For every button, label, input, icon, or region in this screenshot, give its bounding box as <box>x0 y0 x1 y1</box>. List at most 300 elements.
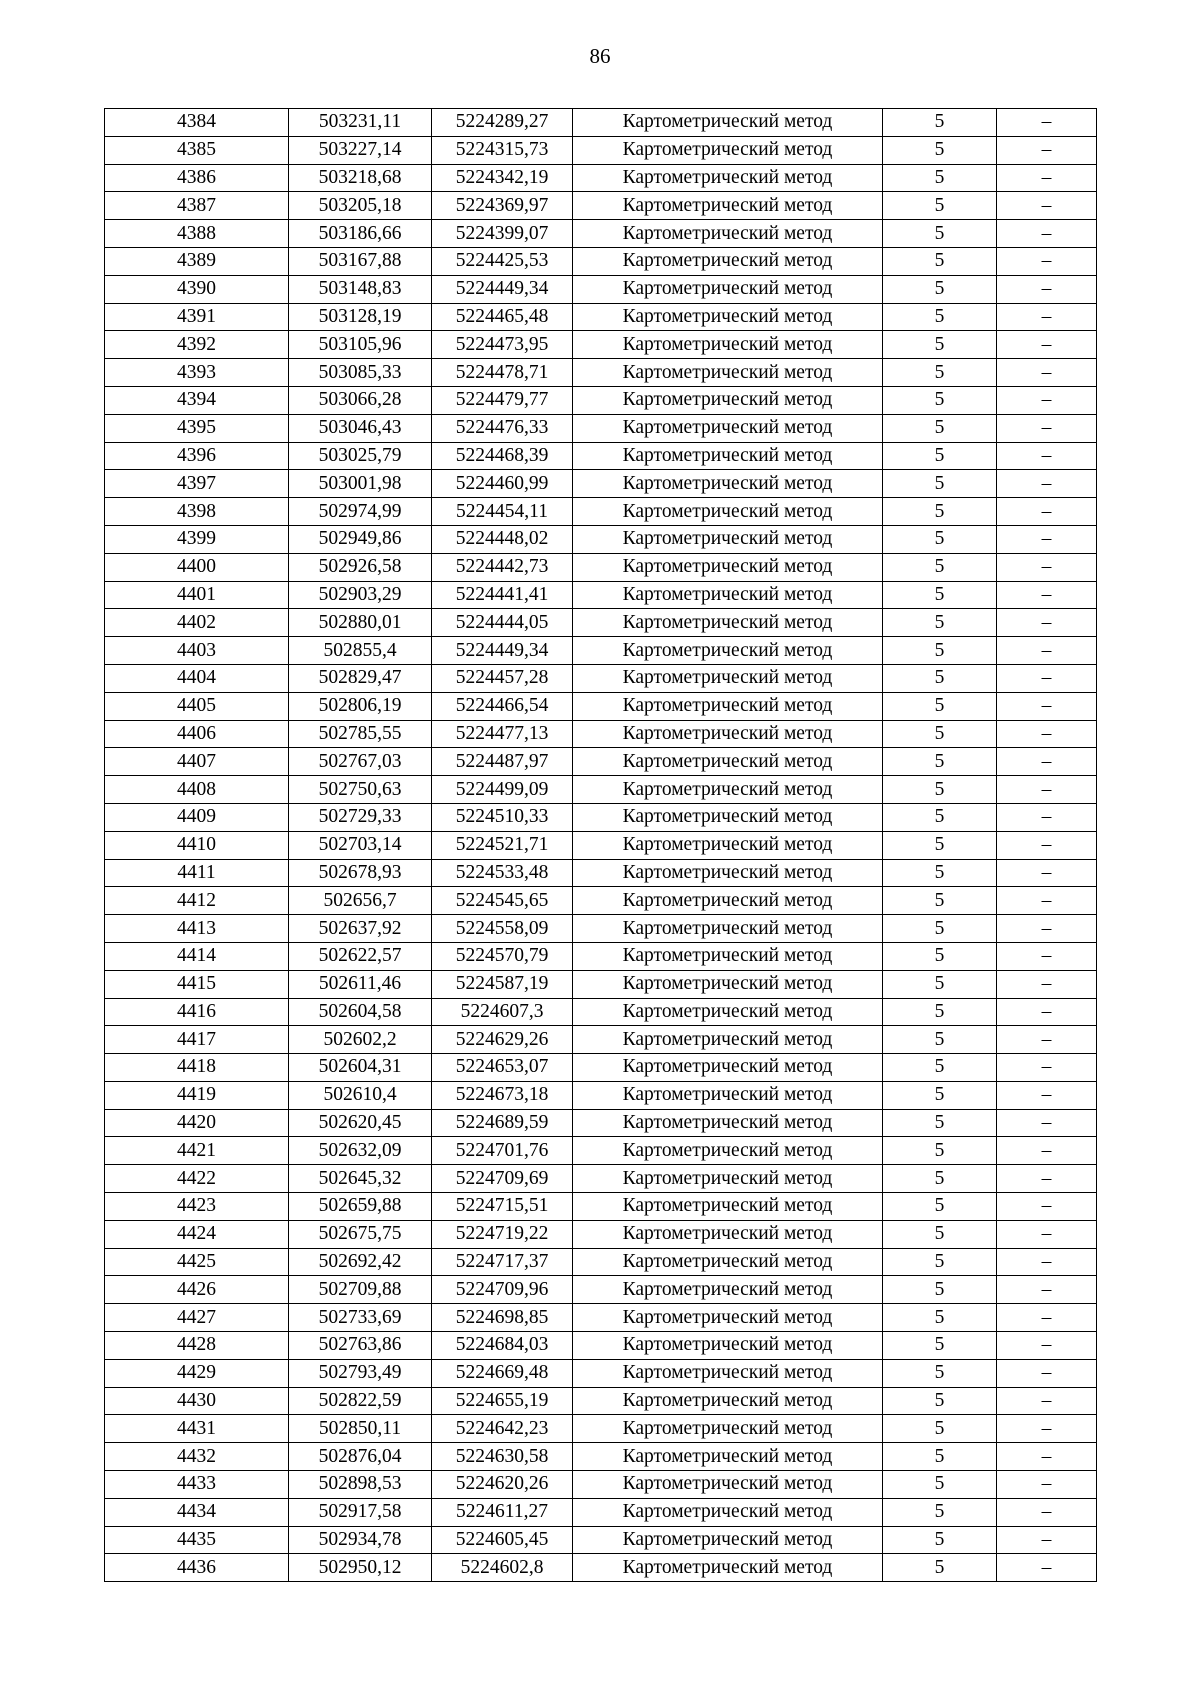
point-number-cell: 4433 <box>105 1471 289 1499</box>
accuracy-cell: 5 <box>883 831 997 859</box>
y-coordinate-cell: 5224465,48 <box>432 303 573 331</box>
accuracy-cell: 5 <box>883 386 997 414</box>
accuracy-cell: 5 <box>883 1387 997 1415</box>
point-number-cell: 4417 <box>105 1026 289 1054</box>
table-row <box>105 664 1097 692</box>
description-cell: – <box>997 470 1097 498</box>
method-cell: Картометрический метод <box>573 192 883 220</box>
x-coordinate-cell: 502729,33 <box>289 803 432 831</box>
table-row <box>105 637 1097 665</box>
method-cell: Картометрический метод <box>573 1387 883 1415</box>
table-row <box>105 109 1097 137</box>
accuracy-cell: 5 <box>883 1165 997 1193</box>
table-row <box>105 692 1097 720</box>
y-coordinate-cell: 5224655,19 <box>432 1387 573 1415</box>
accuracy-cell: 5 <box>883 915 997 943</box>
description-cell: – <box>997 1276 1097 1304</box>
method-cell: Картометрический метод <box>573 1554 883 1582</box>
x-coordinate-cell: 502903,29 <box>289 581 432 609</box>
description-cell: – <box>997 1443 1097 1471</box>
y-coordinate-cell: 5224629,26 <box>432 1026 573 1054</box>
method-cell: Картометрический метод <box>573 414 883 442</box>
method-cell: Картометрический метод <box>573 470 883 498</box>
accuracy-cell: 5 <box>883 776 997 804</box>
y-coordinate-cell: 5224425,53 <box>432 247 573 275</box>
table-row <box>105 1526 1097 1554</box>
accuracy-cell: 5 <box>883 498 997 526</box>
accuracy-cell: 5 <box>883 1415 997 1443</box>
point-number-cell: 4419 <box>105 1081 289 1109</box>
y-coordinate-cell: 5224701,76 <box>432 1137 573 1165</box>
x-coordinate-cell: 502850,11 <box>289 1415 432 1443</box>
point-number-cell: 4395 <box>105 414 289 442</box>
x-coordinate-cell: 502637,92 <box>289 915 432 943</box>
method-cell: Картометрический метод <box>573 442 883 470</box>
x-coordinate-cell: 502949,86 <box>289 525 432 553</box>
table-row <box>105 1471 1097 1499</box>
method-cell: Картометрический метод <box>573 609 883 637</box>
point-number-cell: 4428 <box>105 1332 289 1360</box>
y-coordinate-cell: 5224545,65 <box>432 887 573 915</box>
description-cell: – <box>997 247 1097 275</box>
accuracy-cell: 5 <box>883 303 997 331</box>
x-coordinate-cell: 503231,11 <box>289 109 432 137</box>
point-number-cell: 4402 <box>105 609 289 637</box>
accuracy-cell: 5 <box>883 192 997 220</box>
method-cell: Картометрический метод <box>573 1137 883 1165</box>
table-row <box>105 1137 1097 1165</box>
x-coordinate-cell: 502880,01 <box>289 609 432 637</box>
y-coordinate-cell: 5224448,02 <box>432 525 573 553</box>
point-number-cell: 4413 <box>105 915 289 943</box>
point-number-cell: 4427 <box>105 1304 289 1332</box>
table-row <box>105 970 1097 998</box>
method-cell: Картометрический метод <box>573 1304 883 1332</box>
y-coordinate-cell: 5224630,58 <box>432 1443 573 1471</box>
description-cell: – <box>997 553 1097 581</box>
accuracy-cell: 5 <box>883 637 997 665</box>
table-row <box>105 1387 1097 1415</box>
accuracy-cell: 5 <box>883 470 997 498</box>
y-coordinate-cell: 5224709,69 <box>432 1165 573 1193</box>
method-cell: Картометрический метод <box>573 1332 883 1360</box>
y-coordinate-cell: 5224611,27 <box>432 1498 573 1526</box>
point-number-cell: 4431 <box>105 1415 289 1443</box>
point-number-cell: 4421 <box>105 1137 289 1165</box>
x-coordinate-cell: 502767,03 <box>289 748 432 776</box>
x-coordinate-cell: 502611,46 <box>289 970 432 998</box>
x-coordinate-cell: 503046,43 <box>289 414 432 442</box>
method-cell: Картометрический метод <box>573 109 883 137</box>
description-cell: – <box>997 692 1097 720</box>
description-cell: – <box>997 331 1097 359</box>
y-coordinate-cell: 5224466,54 <box>432 692 573 720</box>
x-coordinate-cell: 502750,63 <box>289 776 432 804</box>
method-cell: Картометрический метод <box>573 303 883 331</box>
description-cell: – <box>997 1193 1097 1221</box>
x-coordinate-cell: 502620,45 <box>289 1109 432 1137</box>
x-coordinate-cell: 502709,88 <box>289 1276 432 1304</box>
accuracy-cell: 5 <box>883 275 997 303</box>
y-coordinate-cell: 5224478,71 <box>432 359 573 387</box>
accuracy-cell: 5 <box>883 664 997 692</box>
method-cell: Картометрический метод <box>573 581 883 609</box>
table-row <box>105 247 1097 275</box>
y-coordinate-cell: 5224468,39 <box>432 442 573 470</box>
y-coordinate-cell: 5224698,85 <box>432 1304 573 1332</box>
point-number-cell: 4384 <box>105 109 289 137</box>
y-coordinate-cell: 5224399,07 <box>432 220 573 248</box>
method-cell: Картометрический метод <box>573 1276 883 1304</box>
description-cell: – <box>997 1498 1097 1526</box>
x-coordinate-cell: 502622,57 <box>289 942 432 970</box>
table-row <box>105 164 1097 192</box>
table-row <box>105 1554 1097 1582</box>
table-row <box>105 442 1097 470</box>
method-cell: Картометрический метод <box>573 1359 883 1387</box>
method-cell: Картометрический метод <box>573 220 883 248</box>
y-coordinate-cell: 5224673,18 <box>432 1081 573 1109</box>
y-coordinate-cell: 5224689,59 <box>432 1109 573 1137</box>
description-cell: – <box>997 1304 1097 1332</box>
description-cell: – <box>997 1359 1097 1387</box>
accuracy-cell: 5 <box>883 887 997 915</box>
description-cell: – <box>997 359 1097 387</box>
table-row <box>105 831 1097 859</box>
method-cell: Картометрический метод <box>573 1526 883 1554</box>
accuracy-cell: 5 <box>883 970 997 998</box>
point-number-cell: 4400 <box>105 553 289 581</box>
x-coordinate-cell: 502974,99 <box>289 498 432 526</box>
accuracy-cell: 5 <box>883 220 997 248</box>
method-cell: Картометрический метод <box>573 664 883 692</box>
table-row <box>105 859 1097 887</box>
y-coordinate-cell: 5224717,37 <box>432 1248 573 1276</box>
table-row <box>105 1220 1097 1248</box>
x-coordinate-cell: 502610,4 <box>289 1081 432 1109</box>
y-coordinate-cell: 5224587,19 <box>432 970 573 998</box>
point-number-cell: 4430 <box>105 1387 289 1415</box>
table-row <box>105 1304 1097 1332</box>
x-coordinate-cell: 503085,33 <box>289 359 432 387</box>
y-coordinate-cell: 5224669,48 <box>432 1359 573 1387</box>
description-cell: – <box>997 1109 1097 1137</box>
table-row <box>105 1359 1097 1387</box>
description-cell: – <box>997 803 1097 831</box>
y-coordinate-cell: 5224442,73 <box>432 553 573 581</box>
table-row <box>105 220 1097 248</box>
point-number-cell: 4423 <box>105 1193 289 1221</box>
table-row <box>105 581 1097 609</box>
method-cell: Картометрический метод <box>573 1165 883 1193</box>
point-number-cell: 4435 <box>105 1526 289 1554</box>
accuracy-cell: 5 <box>883 581 997 609</box>
description-cell: – <box>997 720 1097 748</box>
x-coordinate-cell: 503167,88 <box>289 247 432 275</box>
table-row <box>105 414 1097 442</box>
point-number-cell: 4406 <box>105 720 289 748</box>
x-coordinate-cell: 502898,53 <box>289 1471 432 1499</box>
y-coordinate-cell: 5224487,97 <box>432 748 573 776</box>
point-number-cell: 4408 <box>105 776 289 804</box>
point-number-cell: 4389 <box>105 247 289 275</box>
accuracy-cell: 5 <box>883 720 997 748</box>
table-row <box>105 553 1097 581</box>
description-cell: – <box>997 1332 1097 1360</box>
x-coordinate-cell: 502632,09 <box>289 1137 432 1165</box>
description-cell: – <box>997 859 1097 887</box>
method-cell: Картометрический метод <box>573 331 883 359</box>
accuracy-cell: 5 <box>883 1220 997 1248</box>
point-number-cell: 4429 <box>105 1359 289 1387</box>
description-cell: – <box>997 525 1097 553</box>
accuracy-cell: 5 <box>883 748 997 776</box>
table-row <box>105 303 1097 331</box>
description-cell: – <box>997 1137 1097 1165</box>
description-cell: – <box>997 386 1097 414</box>
coordinates-table <box>104 108 1097 1582</box>
y-coordinate-cell: 5224533,48 <box>432 859 573 887</box>
accuracy-cell: 5 <box>883 1026 997 1054</box>
table-row <box>105 1026 1097 1054</box>
description-cell: – <box>997 498 1097 526</box>
x-coordinate-cell: 502763,86 <box>289 1332 432 1360</box>
x-coordinate-cell: 503205,18 <box>289 192 432 220</box>
table-row <box>105 998 1097 1026</box>
table-row <box>105 776 1097 804</box>
accuracy-cell: 5 <box>883 414 997 442</box>
accuracy-cell: 5 <box>883 1526 997 1554</box>
x-coordinate-cell: 502675,75 <box>289 1220 432 1248</box>
description-cell: – <box>997 1081 1097 1109</box>
y-coordinate-cell: 5224510,33 <box>432 803 573 831</box>
accuracy-cell: 5 <box>883 1471 997 1499</box>
point-number-cell: 4397 <box>105 470 289 498</box>
method-cell: Картометрический метод <box>573 692 883 720</box>
x-coordinate-cell: 502926,58 <box>289 553 432 581</box>
y-coordinate-cell: 5224441,41 <box>432 581 573 609</box>
method-cell: Картометрический метод <box>573 1220 883 1248</box>
table-row <box>105 470 1097 498</box>
x-coordinate-cell: 502855,4 <box>289 637 432 665</box>
table-row <box>105 1054 1097 1082</box>
accuracy-cell: 5 <box>883 331 997 359</box>
y-coordinate-cell: 5224444,05 <box>432 609 573 637</box>
table-row <box>105 525 1097 553</box>
x-coordinate-cell: 502602,2 <box>289 1026 432 1054</box>
method-cell: Картометрический метод <box>573 1471 883 1499</box>
description-cell: – <box>997 1554 1097 1582</box>
table-row <box>105 359 1097 387</box>
accuracy-cell: 5 <box>883 1554 997 1582</box>
accuracy-cell: 5 <box>883 1081 997 1109</box>
point-number-cell: 4398 <box>105 498 289 526</box>
point-number-cell: 4392 <box>105 331 289 359</box>
description-cell: – <box>997 164 1097 192</box>
table-row <box>105 498 1097 526</box>
y-coordinate-cell: 5224315,73 <box>432 136 573 164</box>
method-cell: Картометрический метод <box>573 998 883 1026</box>
description-cell: – <box>997 831 1097 859</box>
description-cell: – <box>997 1526 1097 1554</box>
point-number-cell: 4418 <box>105 1054 289 1082</box>
y-coordinate-cell: 5224719,22 <box>432 1220 573 1248</box>
table-row <box>105 1443 1097 1471</box>
point-number-cell: 4415 <box>105 970 289 998</box>
description-cell: – <box>997 581 1097 609</box>
description-cell: – <box>997 776 1097 804</box>
description-cell: – <box>997 1387 1097 1415</box>
point-number-cell: 4432 <box>105 1443 289 1471</box>
y-coordinate-cell: 5224684,03 <box>432 1332 573 1360</box>
table-row <box>105 1165 1097 1193</box>
y-coordinate-cell: 5224709,96 <box>432 1276 573 1304</box>
point-number-cell: 4390 <box>105 275 289 303</box>
point-number-cell: 4388 <box>105 220 289 248</box>
x-coordinate-cell: 502678,93 <box>289 859 432 887</box>
description-cell: – <box>997 136 1097 164</box>
x-coordinate-cell: 503227,14 <box>289 136 432 164</box>
x-coordinate-cell: 503148,83 <box>289 275 432 303</box>
y-coordinate-cell: 5224521,71 <box>432 831 573 859</box>
point-number-cell: 4414 <box>105 942 289 970</box>
y-coordinate-cell: 5224369,97 <box>432 192 573 220</box>
point-number-cell: 4416 <box>105 998 289 1026</box>
description-cell: – <box>997 442 1097 470</box>
x-coordinate-cell: 502604,31 <box>289 1054 432 1082</box>
method-cell: Картометрический метод <box>573 359 883 387</box>
x-coordinate-cell: 502703,14 <box>289 831 432 859</box>
method-cell: Картометрический метод <box>573 136 883 164</box>
x-coordinate-cell: 503001,98 <box>289 470 432 498</box>
accuracy-cell: 5 <box>883 1109 997 1137</box>
accuracy-cell: 5 <box>883 1304 997 1332</box>
method-cell: Картометрический метод <box>573 164 883 192</box>
description-cell: – <box>997 970 1097 998</box>
point-number-cell: 4399 <box>105 525 289 553</box>
page-number: 86 <box>589 44 611 68</box>
y-coordinate-cell: 5224570,79 <box>432 942 573 970</box>
accuracy-cell: 5 <box>883 942 997 970</box>
table-row <box>105 1415 1097 1443</box>
accuracy-cell: 5 <box>883 136 997 164</box>
accuracy-cell: 5 <box>883 1137 997 1165</box>
method-cell: Картометрический метод <box>573 776 883 804</box>
table-row <box>105 1193 1097 1221</box>
description-cell: – <box>997 1165 1097 1193</box>
method-cell: Картометрический метод <box>573 637 883 665</box>
description-cell: – <box>997 414 1097 442</box>
method-cell: Картометрический метод <box>573 720 883 748</box>
point-number-cell: 4407 <box>105 748 289 776</box>
accuracy-cell: 5 <box>883 553 997 581</box>
y-coordinate-cell: 5224289,27 <box>432 109 573 137</box>
accuracy-cell: 5 <box>883 609 997 637</box>
table-row <box>105 1109 1097 1137</box>
accuracy-cell: 5 <box>883 164 997 192</box>
description-cell: – <box>997 1471 1097 1499</box>
description-cell: – <box>997 109 1097 137</box>
x-coordinate-cell: 502829,47 <box>289 664 432 692</box>
point-number-cell: 4410 <box>105 831 289 859</box>
method-cell: Картометрический метод <box>573 525 883 553</box>
y-coordinate-cell: 5224605,45 <box>432 1526 573 1554</box>
method-cell: Картометрический метод <box>573 803 883 831</box>
table-row <box>105 887 1097 915</box>
point-number-cell: 4404 <box>105 664 289 692</box>
description-cell: – <box>997 887 1097 915</box>
method-cell: Картометрический метод <box>573 887 883 915</box>
method-cell: Картометрический метод <box>573 1054 883 1082</box>
y-coordinate-cell: 5224449,34 <box>432 637 573 665</box>
method-cell: Картометрический метод <box>573 1193 883 1221</box>
point-number-cell: 4425 <box>105 1248 289 1276</box>
description-cell: – <box>997 275 1097 303</box>
table-row <box>105 942 1097 970</box>
point-number-cell: 4391 <box>105 303 289 331</box>
coordinates-table-body <box>105 109 1097 1582</box>
table-row <box>105 275 1097 303</box>
accuracy-cell: 5 <box>883 247 997 275</box>
table-row <box>105 803 1097 831</box>
point-number-cell: 4411 <box>105 859 289 887</box>
point-number-cell: 4387 <box>105 192 289 220</box>
accuracy-cell: 5 <box>883 442 997 470</box>
method-cell: Картометрический метод <box>573 1081 883 1109</box>
y-coordinate-cell: 5224607,3 <box>432 998 573 1026</box>
x-coordinate-cell: 503066,28 <box>289 386 432 414</box>
x-coordinate-cell: 502692,42 <box>289 1248 432 1276</box>
method-cell: Картометрический метод <box>573 247 883 275</box>
x-coordinate-cell: 503218,68 <box>289 164 432 192</box>
x-coordinate-cell: 503025,79 <box>289 442 432 470</box>
x-coordinate-cell: 502785,55 <box>289 720 432 748</box>
description-cell: – <box>997 1220 1097 1248</box>
method-cell: Картометрический метод <box>573 553 883 581</box>
method-cell: Картометрический метод <box>573 275 883 303</box>
point-number-cell: 4420 <box>105 1109 289 1137</box>
description-cell: – <box>997 303 1097 331</box>
point-number-cell: 4405 <box>105 692 289 720</box>
method-cell: Картометрический метод <box>573 1498 883 1526</box>
accuracy-cell: 5 <box>883 109 997 137</box>
description-cell: – <box>997 1415 1097 1443</box>
x-coordinate-cell: 502822,59 <box>289 1387 432 1415</box>
point-number-cell: 4426 <box>105 1276 289 1304</box>
table-row <box>105 1081 1097 1109</box>
point-number-cell: 4412 <box>105 887 289 915</box>
description-cell: – <box>997 637 1097 665</box>
method-cell: Картометрический метод <box>573 1026 883 1054</box>
y-coordinate-cell: 5224454,11 <box>432 498 573 526</box>
y-coordinate-cell: 5224477,13 <box>432 720 573 748</box>
accuracy-cell: 5 <box>883 1498 997 1526</box>
description-cell: – <box>997 1026 1097 1054</box>
method-cell: Картометрический метод <box>573 915 883 943</box>
y-coordinate-cell: 5224473,95 <box>432 331 573 359</box>
accuracy-cell: 5 <box>883 1359 997 1387</box>
point-number-cell: 4394 <box>105 386 289 414</box>
table-row <box>105 1248 1097 1276</box>
point-number-cell: 4409 <box>105 803 289 831</box>
y-coordinate-cell: 5224715,51 <box>432 1193 573 1221</box>
table-row <box>105 1332 1097 1360</box>
method-cell: Картометрический метод <box>573 831 883 859</box>
y-coordinate-cell: 5224653,07 <box>432 1054 573 1082</box>
accuracy-cell: 5 <box>883 525 997 553</box>
x-coordinate-cell: 502876,04 <box>289 1443 432 1471</box>
point-number-cell: 4401 <box>105 581 289 609</box>
